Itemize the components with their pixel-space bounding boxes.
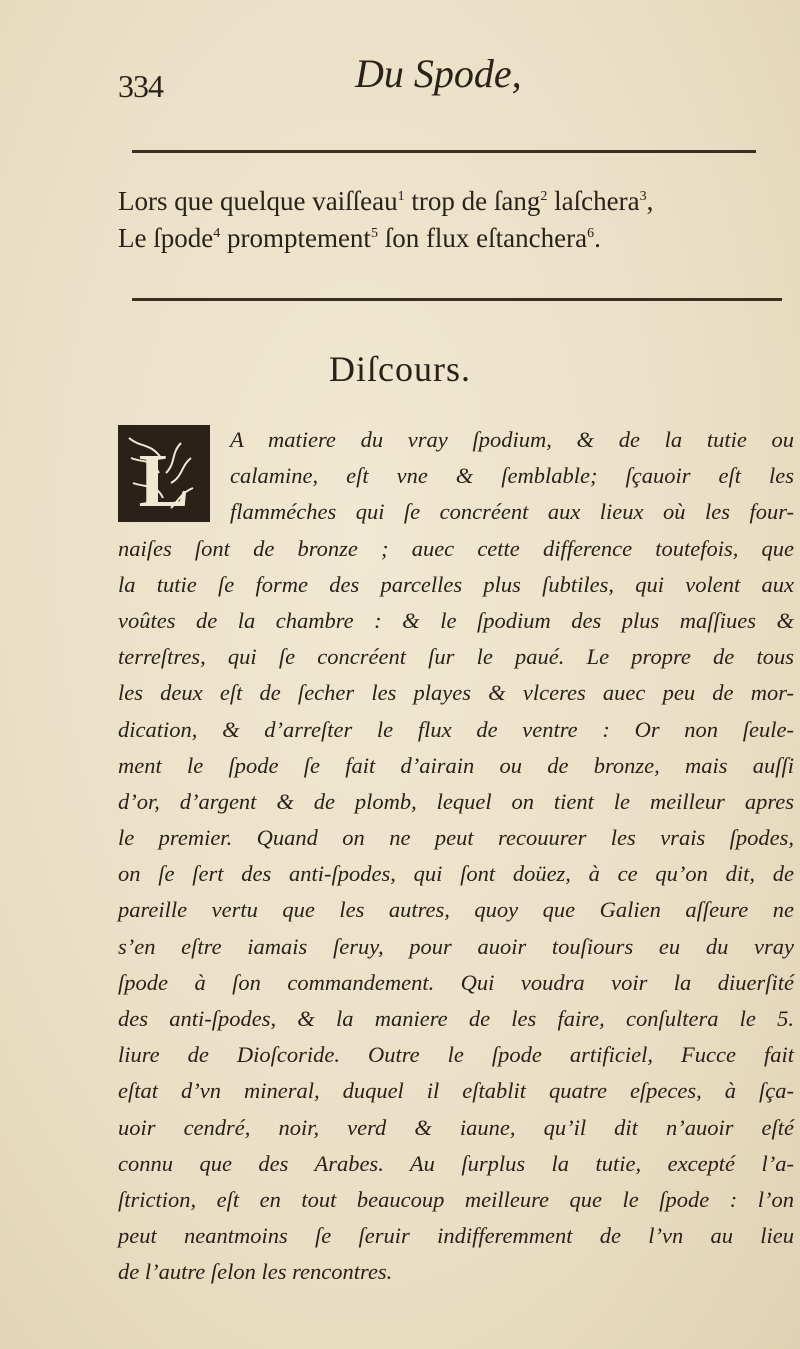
header-rule	[132, 150, 756, 153]
text-line: le premier. Quand on ne peut recouurer les vrais ſpodes,	[118, 825, 794, 851]
discours-text	[118, 422, 794, 1291]
section-rule	[132, 298, 782, 301]
text-line: peut neantmoins ſe ſeruir indifferemment de l’vn au lieu	[118, 1223, 794, 1249]
text-line: eſtat d’vn mineral, duquel il eſtablit quatre eſpeces, à ſça-	[118, 1078, 794, 1104]
text-line: liure de Dioſcoride. Outre le ſpode artificiel, Fucce fait	[118, 1042, 794, 1068]
text-line: la tutie ſe forme des parcelles plus ſubtiles, qui volent aux	[118, 571, 794, 597]
text-line: de l’autre ſelon les rencontres.	[118, 1259, 393, 1285]
text-line: A matiere du vray ſpodium, & de la tutie ou	[230, 427, 794, 452]
text-line: d’or, d’argent & de plomb, lequel on tient le meilleur apres	[118, 788, 794, 814]
text-line: flamméches qui ſe concréent aux lieux où les four-	[230, 499, 794, 525]
text-line: connu que des Arabes. Au ſurplus la tutie, excepté l’a-	[118, 1150, 794, 1176]
text-line: ſpode à ſon commandement. Qui voudra voir la diuerſité	[118, 969, 794, 995]
text-line: ſtriction, eſt en tout beaucoup meilleure que le ſpode : l’on	[118, 1186, 794, 1212]
text-line: les deux eſt de ſecher les playes & vlceres auec peu de mor-	[118, 680, 794, 706]
text-line: des anti-ſpodes, & la maniere de les faire, conſultera le 5.	[118, 1006, 794, 1031]
running-title: Du Spode,	[355, 51, 522, 96]
text-line: naiſes ſont de bronze ; auec cette difference toutefois, que	[118, 535, 794, 561]
section-title: Diſcours.	[329, 349, 471, 389]
text-line: on ſe ſert des anti-ſpodes, qui ſont doüez, à ce qu’on dit, de	[118, 861, 794, 887]
verse-block	[118, 183, 788, 257]
initial-letter: L	[138, 439, 190, 519]
verse-line: Le ſpode$^4$ promptement$^5$ ſon flux eſtanchera$^6$.	[118, 223, 601, 253]
text-line: calamine, eſt vne & ſemblable; ſçauoir eſt les	[230, 463, 794, 489]
text-line: pareille vertu que les autres, quoy que Galien aſſeure ne	[118, 897, 794, 923]
text-line: ment le ſpode ſe fait d’airain ou de bronze, mais auſſi	[118, 752, 794, 778]
text-line: s’en eſtre iamais ſeruy, pour auoir touſiours eu du vray	[118, 933, 794, 959]
text-line: uoir cendré, noir, verd & iaune, qu’il dit n’auoir eſté	[118, 1114, 794, 1140]
text-line: dication, & d’arreſter le flux de ventre : Or non ſeule-	[118, 716, 794, 742]
page-header	[0, 0, 800, 140]
text-line: terreſtres, qui ſe concréent ſur le paué. Le propre de tous	[118, 644, 794, 670]
text-line: voûtes de la chambre : & le ſpodium des plus maſſiues &	[118, 607, 794, 633]
verse-line: Lors que quelque vaiſſeau$^1$ trop de ſang$^2$ laſchera$^3$,	[118, 186, 654, 216]
page-number: 334	[118, 68, 163, 104]
